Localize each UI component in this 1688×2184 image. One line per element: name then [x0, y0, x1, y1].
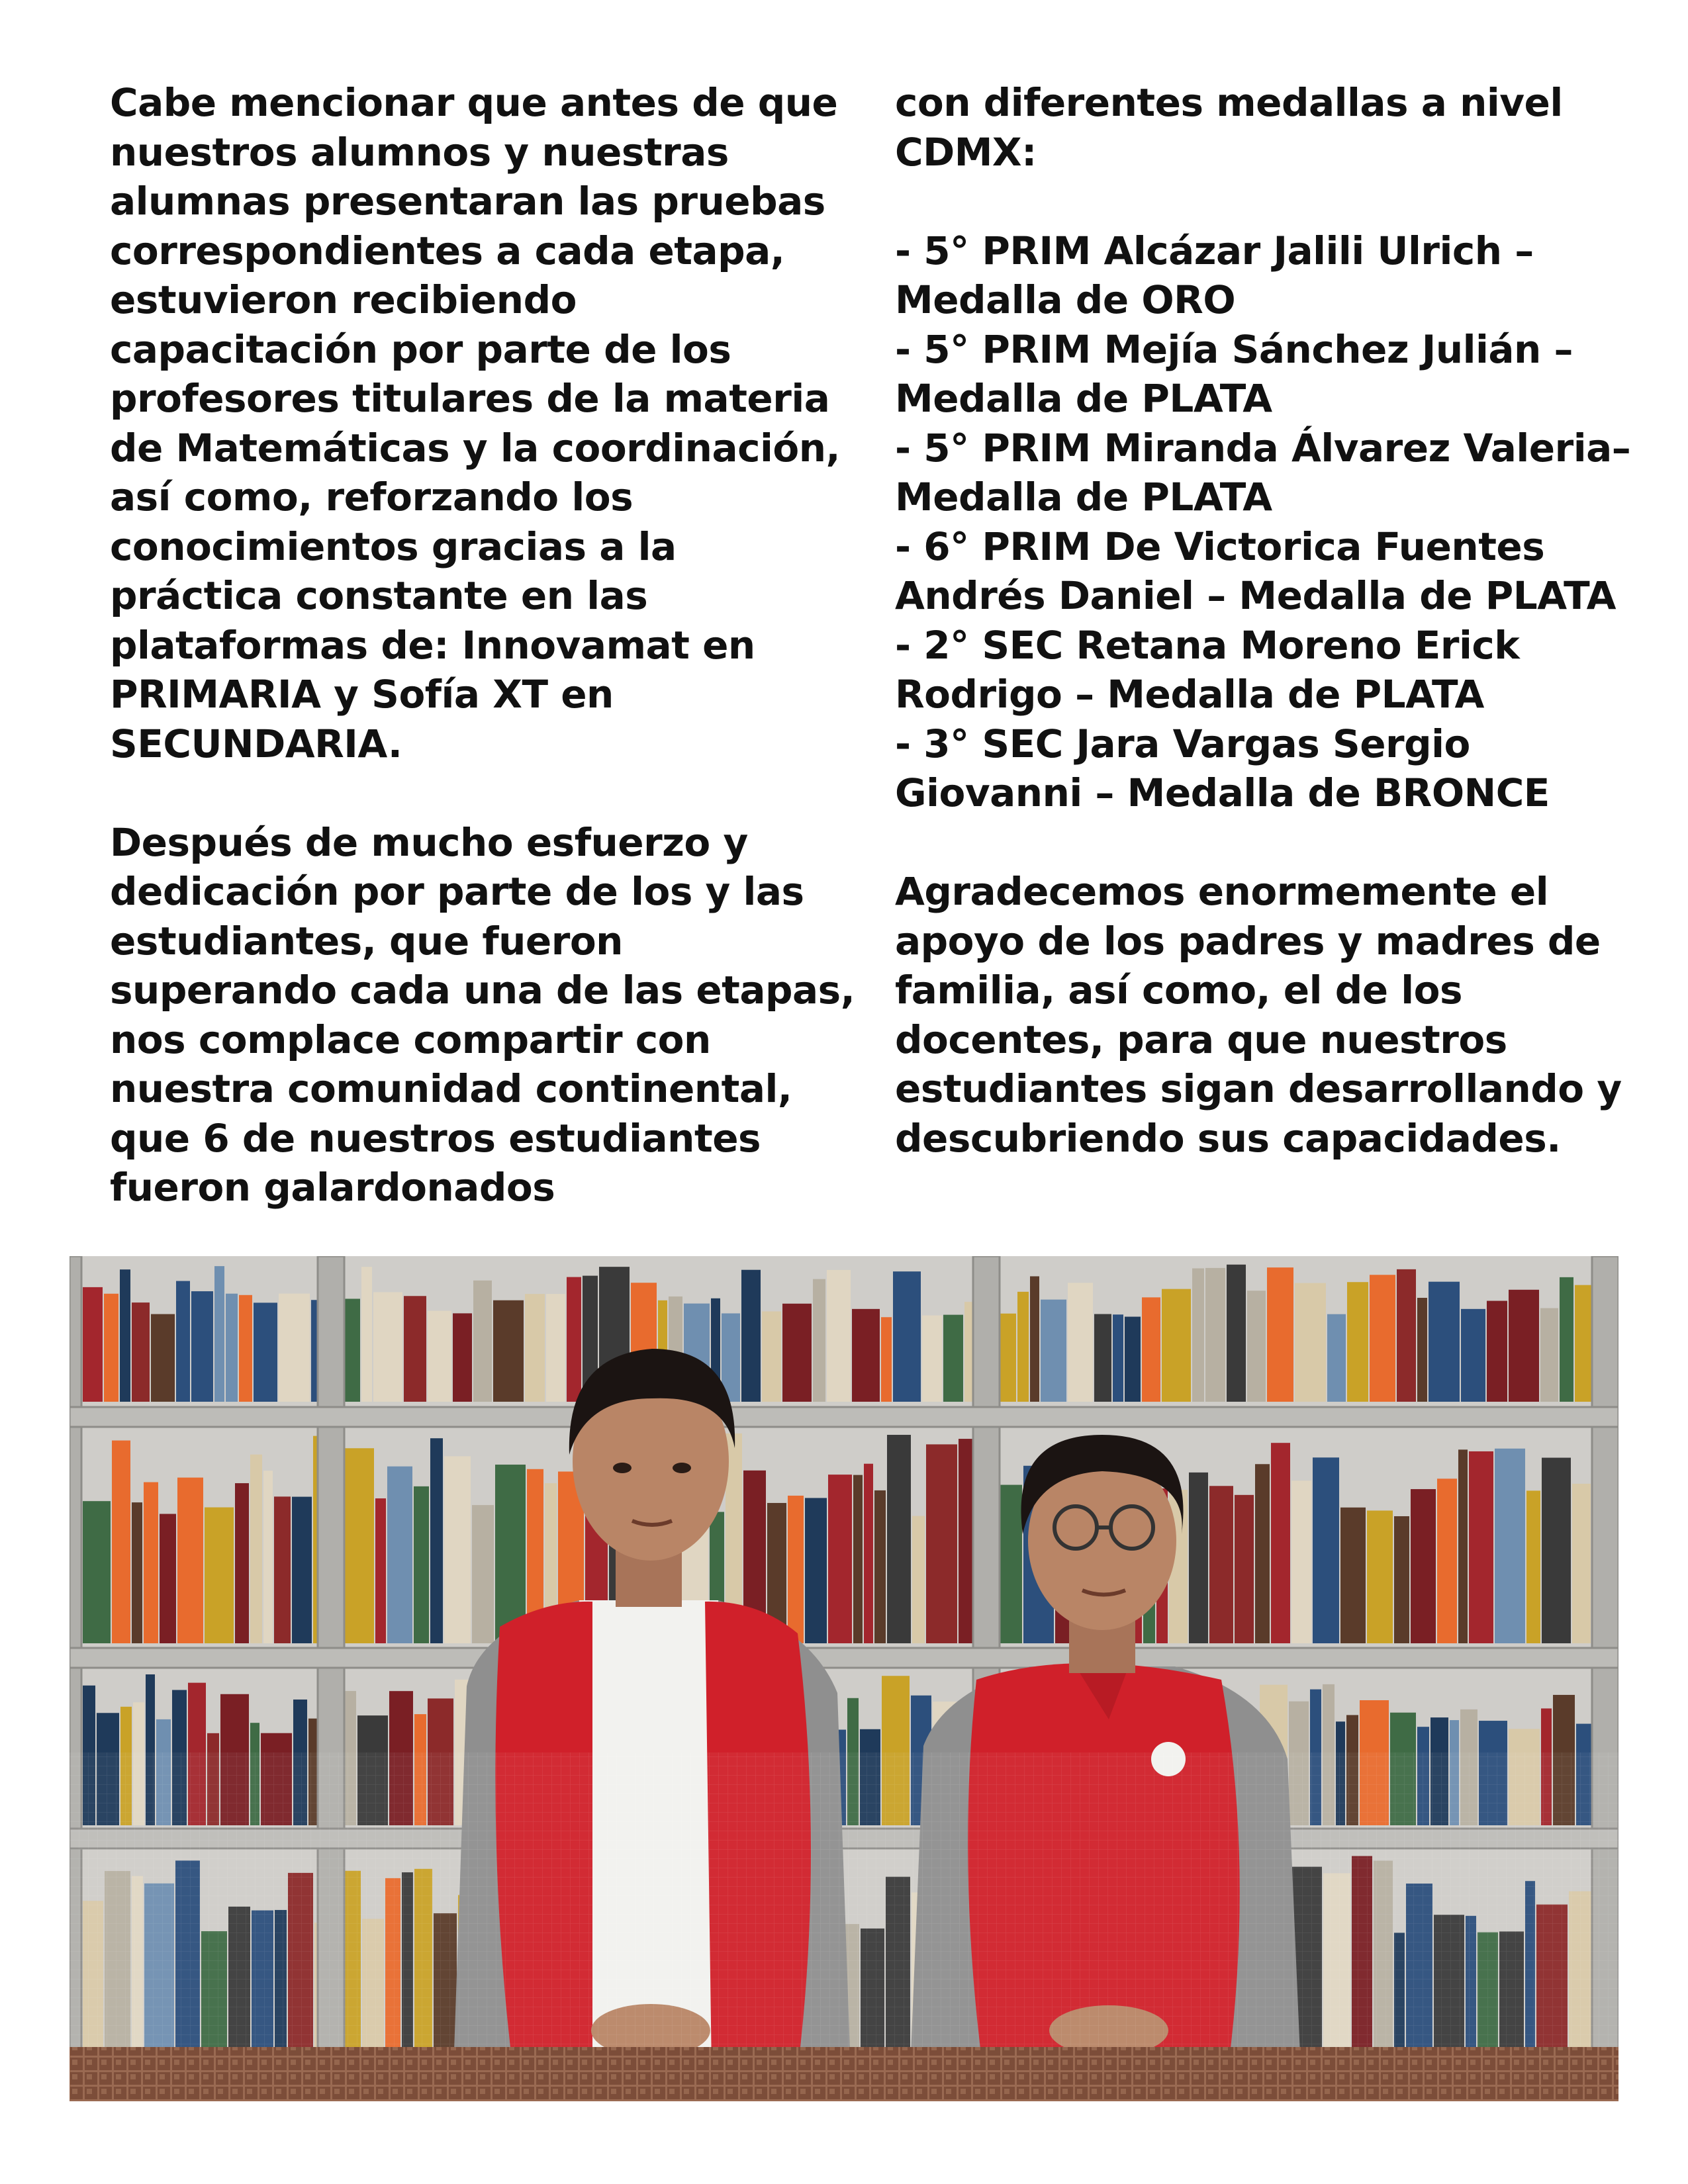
left-column: [110, 78, 858, 1212]
book-spine: [1469, 1451, 1493, 1643]
book-spine: [151, 1314, 175, 1402]
book-spine: [1458, 1449, 1468, 1643]
book-spine: [1041, 1300, 1066, 1402]
book-spine: [1394, 1516, 1409, 1643]
book-spine: [493, 1300, 524, 1402]
book-spine: [1125, 1317, 1141, 1402]
book-spine: [1526, 1490, 1540, 1643]
paragraph-training: Cabe mencionar que antes de que nuestros alumnos y nuestras alumnas presentaran las pruebas correspondientes a cada etapa, estuvieron recibiendo capacitación por parte de los profesores titulares de la materia de Matemáticas y la coordinación, así como, reforzando los conocimientos gracias a la práctica constante en las plataformas de: Innovamat en PRIMARIA y Sofía XT en SECUNDARIA.: [110, 80, 841, 766]
book-spine: [1487, 1301, 1507, 1402]
book-spine: [874, 1490, 886, 1643]
book-spine: [1227, 1265, 1246, 1402]
book-spine: [1542, 1458, 1571, 1643]
book-spine: [444, 1456, 471, 1643]
book-spine: [239, 1295, 252, 1402]
book-spine: [1411, 1489, 1436, 1643]
book-spine: [1189, 1473, 1208, 1643]
book-spine: [375, 1498, 386, 1643]
book-spine: [414, 1486, 429, 1643]
book-spine: [741, 1270, 761, 1402]
book-spine: [344, 1448, 374, 1643]
book-spine: [1509, 1290, 1539, 1402]
book-spine: [1370, 1275, 1395, 1402]
book-spine: [926, 1444, 957, 1643]
book-spine: [473, 1281, 492, 1402]
book-spine: [361, 1267, 372, 1402]
book-spine: [1271, 1443, 1290, 1643]
book-spine: [144, 1482, 158, 1643]
book-spine: [1572, 1484, 1591, 1643]
medalist-item: - 6° PRIM De Victorica Fuentes Andrés Daniel – Medalla de PLATA: [895, 523, 1617, 618]
book-spine: [250, 1455, 262, 1643]
paragraph-thanks: Agradecemos enormemente el apoyo de los padres y madres de familia, así como, el de los docentes, para que nuestros estudiantes sigan desarrollando y descubriendo sus capacidades.: [895, 869, 1622, 1161]
book-spine: [567, 1277, 581, 1402]
book-spine: [1560, 1277, 1573, 1402]
book-spine: [177, 1478, 203, 1643]
book-spine: [132, 1302, 150, 1402]
paragraph-achievement: Después de mucho esfuerzo y dedicación por parte de los y las estudiantes, que fueron superando cada una de las etapas, nos complace compartir con nuestra comunidad continental, que 6 de nuestros estudiantes fueron galardonados: [110, 819, 855, 1210]
book-spine: [214, 1266, 224, 1402]
students-library-photo: [70, 1256, 1618, 2101]
book-spine: [853, 1475, 863, 1643]
right-column: [895, 78, 1656, 1163]
book-spine: [1417, 1298, 1427, 1402]
medalist-item: - 5° PRIM Miranda Álvarez Valeria– Medalla de PLATA: [895, 425, 1631, 520]
book-spine: [805, 1498, 827, 1643]
book-spine: [893, 1271, 921, 1402]
book-spine: [1017, 1292, 1029, 1402]
book-spine: [1461, 1309, 1485, 1402]
book-spine: [1495, 1449, 1525, 1643]
book-spine: [828, 1475, 852, 1643]
book-spine: [1347, 1282, 1368, 1402]
book-spine: [1397, 1269, 1416, 1402]
book-spine: [235, 1483, 249, 1643]
book-spine: [430, 1438, 443, 1643]
book-spine: [1367, 1510, 1393, 1643]
book-spine: [1429, 1282, 1460, 1402]
book-spine: [762, 1311, 781, 1402]
book-spine: [112, 1441, 130, 1643]
book-spine: [1205, 1268, 1225, 1402]
medalist-item: - 5° PRIM Alcázar Jalili Ulrich – Medalla de ORO: [895, 228, 1534, 322]
book-spine: [1192, 1268, 1204, 1402]
book-spine: [205, 1508, 234, 1643]
book-spine: [226, 1294, 238, 1402]
book-spine: [912, 1516, 925, 1643]
book-spine: [191, 1291, 213, 1402]
book-spine: [881, 1317, 892, 1402]
book-spine: [1030, 1276, 1039, 1402]
book-spine: [104, 1294, 118, 1402]
book-spine: [428, 1311, 451, 1402]
book-spine: [176, 1281, 190, 1402]
paragraph-medals-intro: con diferentes medallas a nivel CDMX:: [895, 80, 1563, 175]
book-spine: [1437, 1479, 1457, 1643]
medalist-item: - 2° SEC Retana Moreno Erick Rodrigo – Medalla de PLATA: [895, 622, 1520, 717]
book-spine: [132, 1502, 142, 1643]
book-spine: [852, 1309, 880, 1402]
book-spine: [1162, 1289, 1191, 1402]
book-spine: [387, 1467, 412, 1643]
book-spine: [160, 1514, 176, 1643]
book-spine: [1209, 1486, 1233, 1643]
book-spine: [1247, 1291, 1266, 1402]
book-spine: [1267, 1267, 1293, 1402]
medalist-list: [895, 226, 1656, 818]
book-spine: [254, 1302, 277, 1402]
book-spine: [1094, 1314, 1111, 1402]
book-spine: [453, 1313, 472, 1402]
book-spine: [83, 1287, 103, 1402]
medalist-item: - 5° PRIM Mejía Sánchez Julián – Medalla de PLATA: [895, 326, 1573, 421]
book-spine: [1295, 1283, 1326, 1402]
book-spine: [999, 1485, 1022, 1643]
book-spine: [827, 1270, 851, 1402]
book-spine: [546, 1294, 565, 1402]
book-spine: [525, 1294, 545, 1402]
book-spine: [788, 1496, 804, 1643]
book-spine: [472, 1505, 494, 1643]
book-spine: [813, 1279, 825, 1402]
book-spine: [1313, 1457, 1339, 1643]
book-spine: [263, 1471, 273, 1643]
book-spine: [887, 1435, 911, 1643]
book-spine: [274, 1496, 291, 1643]
book-spine: [373, 1292, 402, 1402]
book-spine: [279, 1294, 310, 1402]
book-spine: [1235, 1495, 1254, 1643]
book-spine: [922, 1316, 942, 1402]
book-spine: [943, 1315, 963, 1402]
book-spine: [1291, 1480, 1311, 1643]
book-spine: [1327, 1314, 1346, 1402]
book-spine: [404, 1296, 426, 1402]
book-spine: [864, 1464, 873, 1643]
book-spine: [1113, 1314, 1123, 1402]
book-spine: [83, 1501, 111, 1643]
tile-ledge: [70, 2047, 1618, 2101]
book-spine: [1068, 1283, 1093, 1402]
book-spine: [1340, 1508, 1366, 1643]
medalist-item: - 3° SEC Jara Vargas Sergio Giovanni – Medalla de BRONCE: [895, 721, 1550, 815]
book-spine: [292, 1497, 312, 1643]
book-spine: [120, 1269, 130, 1402]
book-spine: [1142, 1297, 1160, 1402]
book-spine: [782, 1304, 812, 1402]
book-spine: [1255, 1464, 1270, 1643]
book-spine: [1540, 1308, 1558, 1402]
